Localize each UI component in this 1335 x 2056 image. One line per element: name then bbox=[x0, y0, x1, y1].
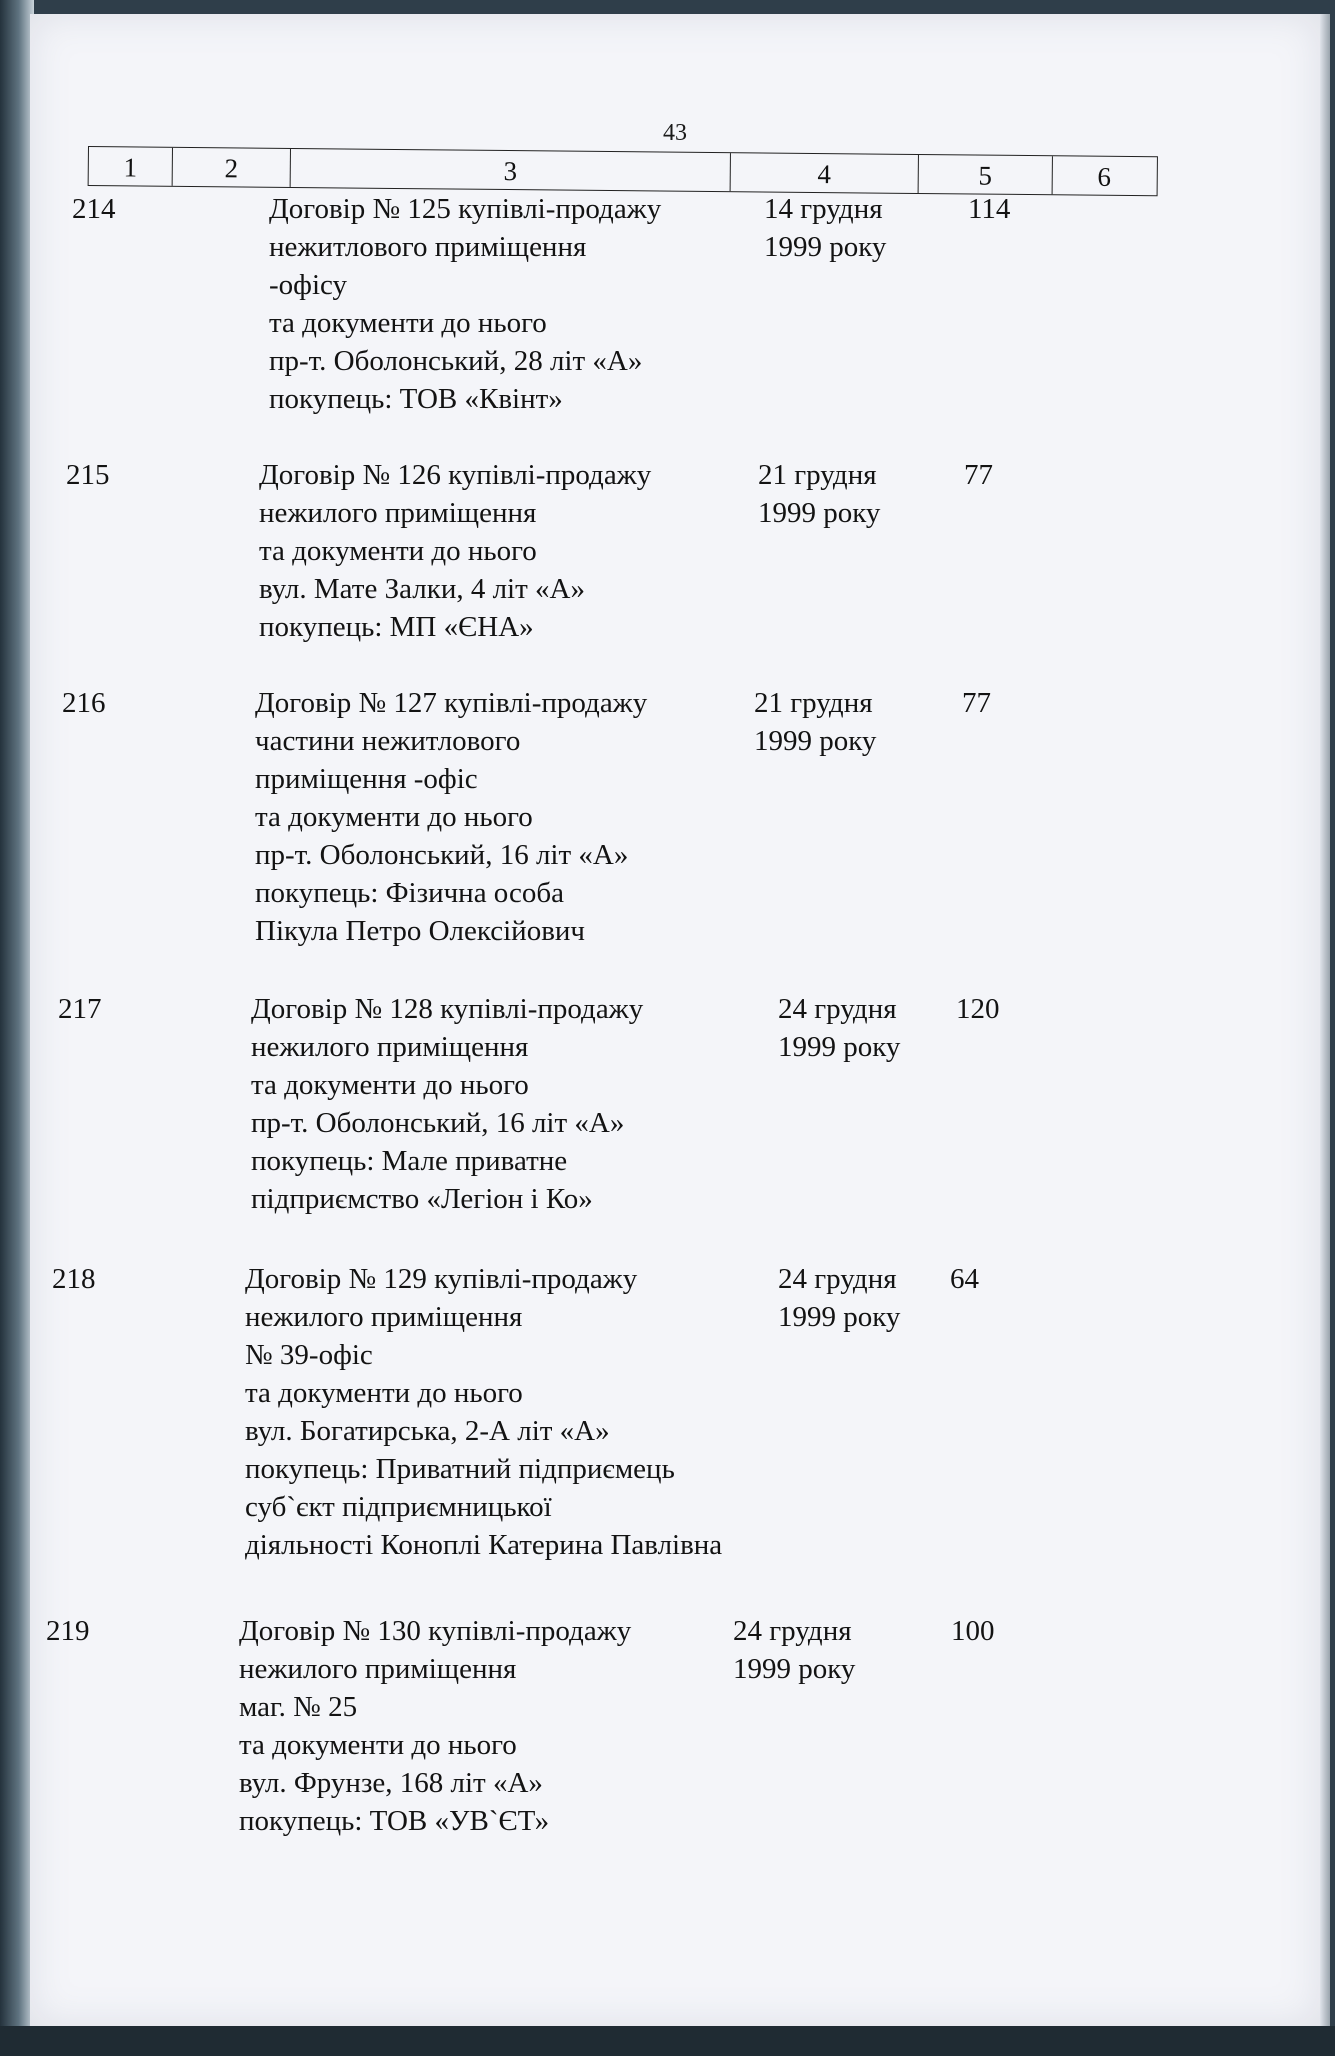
description-line: Договір № 127 купівлі-продажу bbox=[255, 687, 648, 719]
page-number: 43 bbox=[663, 120, 687, 146]
description-line: діяльності Коноплі Катерина Павлівна bbox=[245, 1529, 723, 1561]
entry-date bbox=[764, 190, 886, 266]
entry-number: 219 bbox=[46, 1615, 90, 1647]
page-edge bbox=[1320, 14, 1330, 2026]
description-line: пр-т. Оболонський, 16 літ «А» bbox=[255, 839, 629, 871]
date-line: 1999 року bbox=[754, 725, 877, 757]
date-line: 24 грудня bbox=[778, 1263, 897, 1295]
entry-page-count: 120 bbox=[956, 993, 1000, 1025]
description-line: та документи до нього bbox=[239, 1729, 517, 1761]
entry-date bbox=[733, 1612, 855, 1688]
description-line: частини нежитлового bbox=[255, 725, 521, 757]
description-line: приміщення -офіс bbox=[255, 763, 478, 795]
description-line: та документи до нього bbox=[245, 1377, 523, 1409]
description-line: Пікула Петро Олексійович bbox=[255, 915, 585, 947]
description-line: покупець: Мале приватне bbox=[251, 1145, 568, 1177]
description-line: Договір № 125 купівлі-продажу bbox=[269, 193, 662, 225]
description-line: пр-т. Оболонський, 28 літ «А» bbox=[269, 345, 643, 377]
description-line: покупець: МП «ЄНА» bbox=[259, 611, 534, 643]
entry-date bbox=[758, 456, 880, 532]
entry-date bbox=[778, 1260, 900, 1336]
description-line: нежилого приміщення bbox=[245, 1301, 523, 1333]
entry-date bbox=[778, 990, 900, 1066]
entry-page-count: 77 bbox=[962, 687, 991, 719]
date-line: 24 грудня bbox=[778, 993, 897, 1025]
description-line: пр-т. Оболонський, 16 літ «А» bbox=[251, 1107, 625, 1139]
entry-description bbox=[245, 1260, 725, 1564]
entry-description bbox=[259, 456, 739, 646]
entry-description bbox=[239, 1612, 719, 1840]
description-line: нежилого приміщення bbox=[259, 497, 537, 529]
description-line: вул. Богатирська, 2-А літ «А» bbox=[245, 1415, 610, 1447]
entry-number: 216 bbox=[62, 687, 106, 719]
entry-description bbox=[255, 684, 735, 950]
description-line: та документи до нього bbox=[259, 535, 537, 567]
description-line: маг. № 25 bbox=[239, 1691, 358, 1723]
description-line: покупець: ТОВ «Квінт» bbox=[269, 383, 563, 415]
bottom-shadow bbox=[0, 2026, 1335, 2056]
column-header-row bbox=[88, 146, 1158, 196]
entry-page-count: 114 bbox=[968, 193, 1011, 225]
entry-number: 218 bbox=[52, 1263, 96, 1295]
date-line: 1999 року bbox=[778, 1031, 901, 1063]
date-line: 1999 року bbox=[758, 497, 881, 529]
description-line: підприємство «Легіон і Ко» bbox=[251, 1183, 593, 1215]
column-header-1: 1 bbox=[89, 147, 173, 186]
entry-page-count: 100 bbox=[951, 1615, 995, 1647]
description-line: покупець: Приватний підприємець bbox=[245, 1453, 675, 1485]
description-line: Договір № 126 купівлі-продажу bbox=[259, 459, 652, 491]
description-line: Договір № 129 купівлі-продажу bbox=[245, 1263, 638, 1295]
entry-number: 217 bbox=[58, 993, 102, 1025]
description-line: нежилого приміщення bbox=[251, 1031, 529, 1063]
description-line: вул. Мате Залки, 4 літ «А» bbox=[259, 573, 585, 605]
date-line: 1999 року bbox=[764, 231, 887, 263]
description-line: суб`єкт підприємницької bbox=[245, 1491, 552, 1523]
description-line: покупець: ТОВ «УВ`ЄТ» bbox=[239, 1805, 550, 1837]
description-line: нежитлового приміщення bbox=[269, 231, 587, 263]
entry-description bbox=[251, 990, 731, 1218]
column-header-2: 2 bbox=[173, 148, 291, 187]
entry-page-count: 77 bbox=[964, 459, 993, 491]
column-header-6: 6 bbox=[1097, 161, 1112, 192]
description-line: № 39-офіс bbox=[245, 1339, 373, 1371]
column-header-5: 5 bbox=[919, 155, 1053, 194]
date-line: 24 грудня bbox=[733, 1615, 852, 1647]
description-line: нежилого приміщення bbox=[239, 1653, 517, 1685]
binding-edge bbox=[0, 0, 34, 2056]
description-line: покупець: Фізична особа bbox=[255, 877, 565, 909]
column-header-3: 3 bbox=[291, 149, 731, 191]
description-line: та документи до нього bbox=[251, 1069, 529, 1101]
date-line: 1999 року bbox=[733, 1653, 856, 1685]
description-line: Договір № 130 купівлі-продажу bbox=[239, 1615, 632, 1647]
date-line: 21 грудня bbox=[754, 687, 873, 719]
date-line: 1999 року bbox=[778, 1301, 901, 1333]
entry-date bbox=[754, 684, 876, 760]
description-line: -офісу bbox=[269, 269, 347, 301]
entry-number: 215 bbox=[66, 459, 110, 491]
date-line: 14 грудня bbox=[764, 193, 883, 225]
description-line: вул. Фрунзе, 168 літ «А» bbox=[239, 1767, 543, 1799]
entry-page-count: 64 bbox=[950, 1263, 979, 1295]
entry-number: 214 bbox=[72, 193, 116, 225]
document-page bbox=[30, 14, 1320, 2026]
description-line: Договір № 128 купівлі-продажу bbox=[251, 993, 644, 1025]
description-line: та документи до нього bbox=[255, 801, 533, 833]
entry-description bbox=[269, 190, 749, 418]
column-header-4: 4 bbox=[731, 153, 919, 193]
date-line: 21 грудня bbox=[758, 459, 877, 491]
description-line: та документи до нього bbox=[269, 307, 547, 339]
